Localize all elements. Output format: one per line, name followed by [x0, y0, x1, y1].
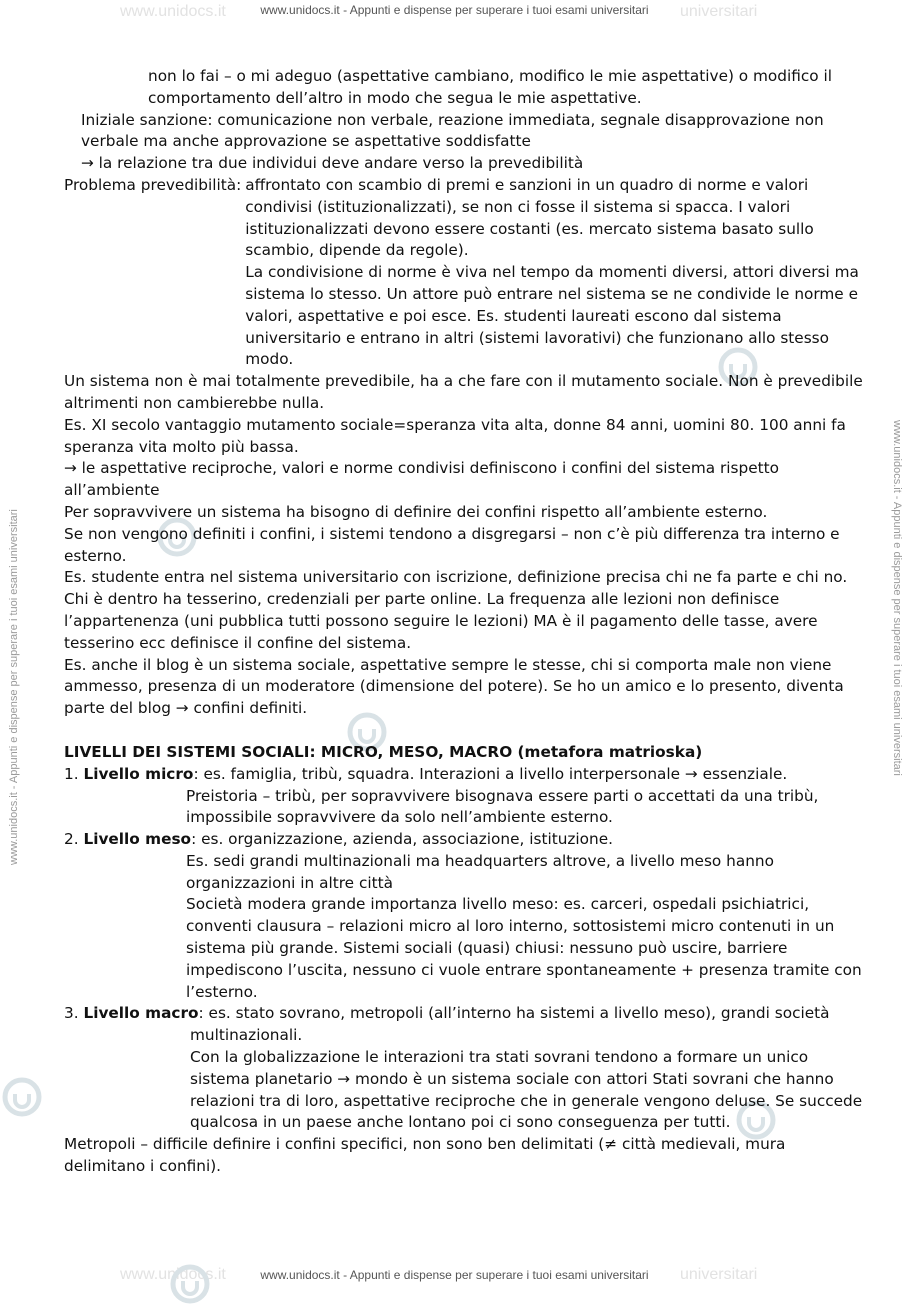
paragraph: Per sopravvivere un sistema ha bisogno di definire dei confini rispetto all’ambiente esterno.: [64, 502, 768, 521]
list-item-title: Livello meso: [83, 830, 192, 849]
paragraph: Es. studente entra nel sistema universitario con iscrizione, definizione precisa chi ne fa parte e chi no. Chi è dentro ha tesserino, credenziali per parte online. La frequenza alle lezioni non definisce l’appartenenza (uni pubblica tutti possono seguire le lezioni) MA è il pagamento delle tasse, avere tesserino ecc definisce il confine del sistema.: [64, 568, 848, 652]
spacer: [64, 720, 864, 742]
unidocs-logo-icon: [0, 1075, 44, 1119]
paragraph-continuation: non lo fai – o mi adeguo (aspettative cambiano, modifico le mie aspettative) o modifico il comportamento dell’altro in modo che segua le mie aspettative.: [148, 67, 833, 107]
prevedibilita-paragraph: affrontato con scambio di premi e sanzioni in un quadro di norme e valori condivisi (istituzionalizzati), se non ci fosse il sistema si spacca. I valori istituzionalizzati devono essere costanti (es. mercato sistema basato sullo scambio, dipende da regole).: [245, 175, 814, 260]
paragraph: Es. XI secolo vantaggio mutamento sociale=speranza vita alta, donne 84 anni, uomini 80. 100 anni fa speranza vita molto più bassa.: [64, 415, 846, 456]
faded-watermark-top: www.unidocs.it: [120, 3, 226, 20]
paragraph-metropoli: Metropoli – difficile definire i confini specifici, non sono ben delimitati (≠ città medievali, mura delimitano i confini).: [64, 1135, 786, 1176]
unidocs-logo-icon: [168, 1262, 212, 1306]
list-item-title: Livello micro: [83, 764, 194, 783]
list-item-detail: Es. sedi grandi multinazionali ma headquarters altrove, a livello meso hanno organizzazioni in altre città: [186, 851, 774, 892]
paragraph: Es. anche il blog è un sistema sociale, aspettative sempre le stesse, chi si comporta male non viene ammesso, presenza di un moderatore (dimensione del potere). Se ho un amico e lo presento, diventa parte del blog → confini definiti.: [64, 655, 844, 718]
paragraph-iniziale-sanzione: Iniziale sanzione: comunicazione non verbale, reazione immediata, segnale disapprovazione non verbale ma anche approvazione se aspettative soddisfatte: [81, 110, 824, 151]
paragraph: Un sistema non è mai totalmente prevedibile, ha a che fare con il mutamento sociale. Non è prevedibile altrimenti non cambierebbe nulla.: [64, 372, 863, 412]
list-item-title: Livello macro: [83, 1004, 199, 1023]
list-item-detail: Con la globalizzazione le interazioni tra stati sovrani tendono a formare un unico sistema planetario → mondo è un sistema sociale con attori Stati sovrani che hanno relazioni tra di loro, aspettative reciproche che in generale vengono deluse. Se succede qualcosa in un paese anche lontano poi ci sono conseguenza per tutti.: [190, 1048, 863, 1132]
problema-prevedibilita-block: [64, 175, 864, 371]
list-item-micro: 1. Livello micro: es. famiglia, tribù, squadra. Interazioni a livello interpersonale → essenziale.: [64, 764, 788, 783]
faded-watermark-bottom-left: www.unidocs.it: [120, 1266, 226, 1283]
list-item-detail: Società modera grande importanza livello meso: es. carceri, ospedali psichiatrici, conventi clausura – relazioni micro al loro interno, sottosistemi micro contenuti in un sistema più grande. Sistemi sociali (quasi) chiusi: nessuno può uscire, barriere impediscono l’uscita, nessuno ci vuole entrare spontaneamente + presenza tramite con l’esterno.: [186, 895, 862, 1001]
watermark-header: www.unidocs.it - Appunti e dispense per superare i tuoi esami universitari: [260, 3, 649, 17]
prevedibilita-paragraph: La condivisione di norme è viva nel tempo da momenti diversi, attori diversi ma sistema lo stesso. Un attore può entrare nel sistema se ne condivide le norme e valori, aspettative e poi esce. Es. studenti laureati escono dal sistema universitario e entrano in altri (sistemi lavorativi) che funzionano allo stesso modo.: [245, 263, 859, 369]
list-item-continuation: multinazionali.: [190, 1026, 303, 1045]
list-item-macro: 3. Livello macro: es. stato sovrano, metropoli (all’interno ha sistemi a livello meso), grandi società: [64, 1004, 830, 1023]
paragraph: Se non vengono definiti i confini, i sistemi tendono a disgregarsi – non c’è più differenza tra interno e esterno.: [64, 524, 840, 565]
document-body: [64, 66, 864, 1178]
problema-prevedibilita-body: [241, 175, 864, 371]
faded-watermark-top-right: universitari: [680, 3, 758, 20]
section-heading: LIVELLI DEI SISTEMI SOCIALI: MICRO, MESO, MACRO (metafora matrioska): [64, 742, 703, 761]
list-item-detail: Preistoria – tribù, per sopravvivere bisognava essere parti o accettati da una tribù, impossibile sopravvivere da solo nell’ambiente esterno.: [186, 786, 819, 827]
watermark-side-left: www.unidocs.it - Appunti e dispense per superare i tuoi esami universitari: [8, 509, 20, 865]
list-item-meso: 2. Livello meso: es. organizzazione, azienda, associazione, istituzione.: [64, 830, 614, 849]
watermark-footer: www.unidocs.it - Appunti e dispense per superare i tuoi esami universitari: [260, 1268, 649, 1282]
faded-watermark-bottom-right: universitari: [680, 1266, 758, 1283]
arrow-note-prevedibilita: → la relazione tra due individui deve andare verso la prevedibilità: [81, 154, 584, 173]
watermark-side-right: www.unidocs.it - Appunti e dispense per superare i tuoi esami universitari: [891, 420, 903, 776]
problema-prevedibilita-label: Problema prevedibilità:: [64, 175, 242, 194]
paragraph: → le aspettative reciproche, valori e norme condivisi definiscono i confini del sistema rispetto all’ambiente: [64, 459, 779, 500]
